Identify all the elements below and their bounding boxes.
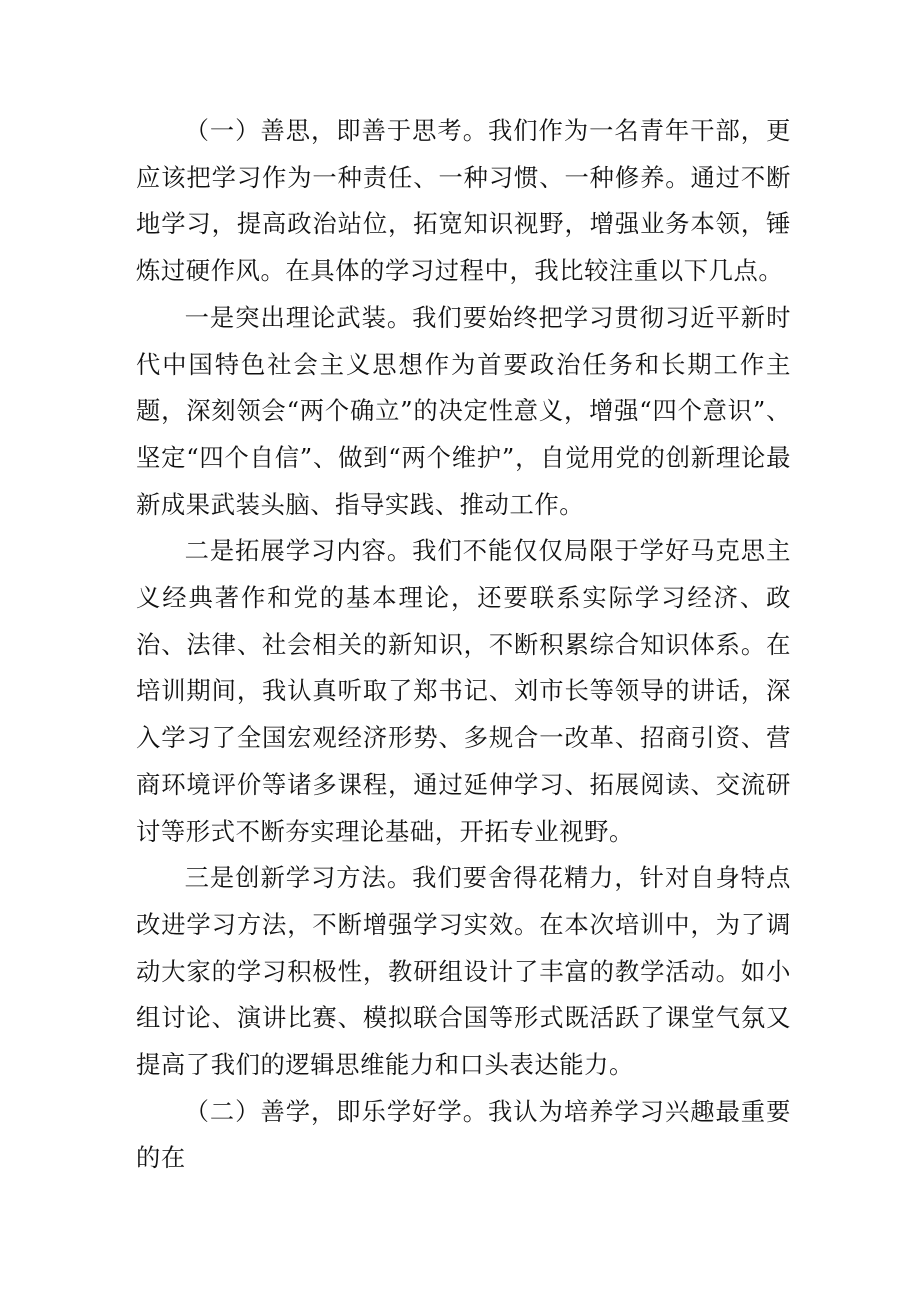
paragraph-point-3: 三是创新学习方法。我们要舍得花精力，针对自身特点改进学习方法，不断增强学习实效。在本次培训中，为了调动大家的学习积极性，教研组设计了丰富的教学活动。如小组讨论、演讲比赛、模拟联合国等形式既活跃了课堂气氛又提高了我们的逻辑思维能力和口头表达能力。: [136, 863, 791, 1080]
paragraph-point-2: 二是拓展学习内容。我们不能仅仅局限于学好马克思主义经典著作和党的基本理论，还要联系实际学习经济、政治、法律、社会相关的新知识，不断积累综合知识体系。在培训期间，我认真听取了郑书记、刘市长等领导的讲话，深入学习了全国宏观经济形势、多规合一改革、招商引资、营商环境评价等诸多课程，通过延伸学习、拓展阅读、交流研讨等形式不断夯实理论基础，开拓专业视野。: [136, 536, 791, 846]
document-body: [136, 108, 791, 1182]
paragraph-section-1-heading: （一）善思，即善于思考。我们作为一名青年干部，更应该把学习作为一种责任、一种习惯、一种修养。通过不断地学习，提高政治站位，拓宽知识视野，增强业务本领，锤炼过硬作风。在具体的学习过程中，我比较注重以下几点。: [136, 116, 791, 286]
paragraph-point-1: 一是突出理论武装。我们要始终把学习贯彻习近平新时代中国特色社会主义思想作为首要政治任务和长期工作主题，深刻领会“两个确立”的决定性意义，增强“四个意识”、坚定“四个自信”、做到“两个维护”，自觉用党的创新理论最新成果武装头脑、指导实践、推动工作。: [136, 302, 791, 519]
paragraph-section-2-heading: （二）善学，即乐学好学。我认为培养学习兴趣最重要的在: [136, 1096, 791, 1173]
